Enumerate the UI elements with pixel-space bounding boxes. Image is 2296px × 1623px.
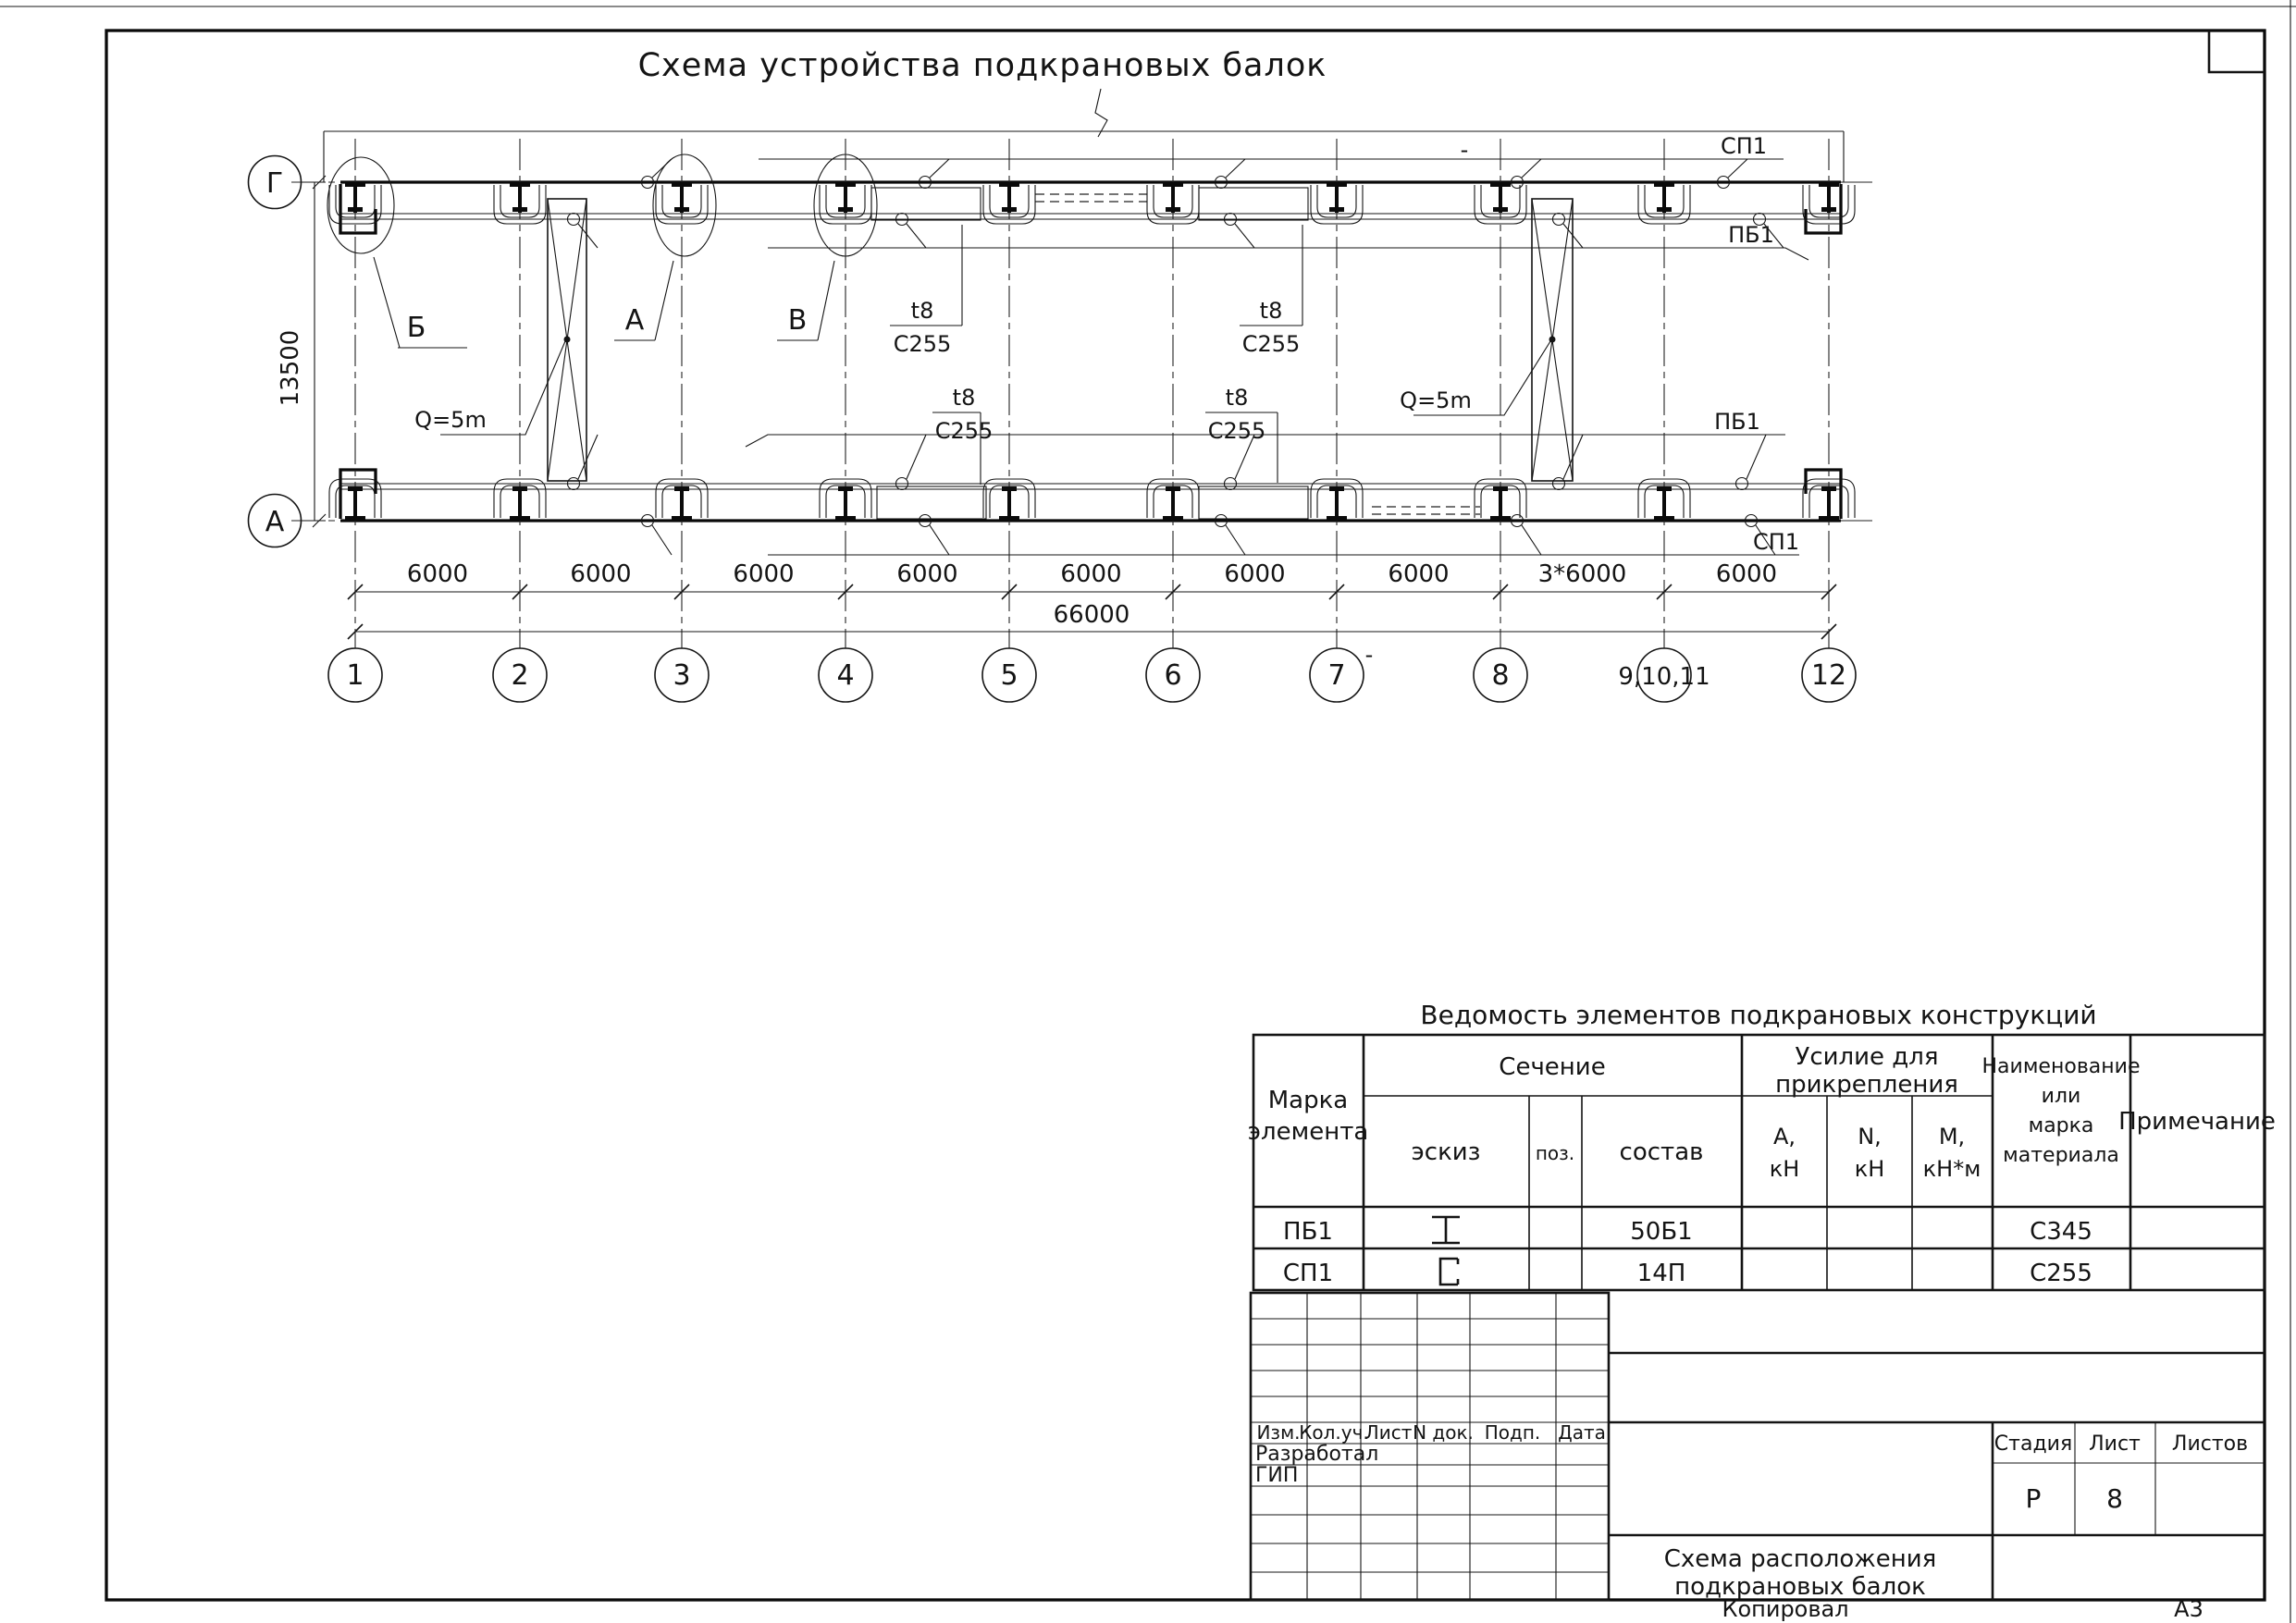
col-note: Примечание xyxy=(2118,1108,2276,1136)
grid-bubble-label: 8 xyxy=(1491,659,1510,692)
channel-sketch-icon xyxy=(1440,1259,1458,1285)
leader-line xyxy=(1226,525,1245,555)
elements-table xyxy=(1248,1000,2276,1290)
grid-bubble-label: 5 xyxy=(1000,659,1018,692)
total-dimension: 66000 xyxy=(1053,601,1130,629)
beam-mark-bottom: ПБ1 xyxy=(1714,409,1760,435)
svg-text:кН: кН xyxy=(1769,1156,1800,1182)
detail-label: Б xyxy=(406,312,426,344)
bay-dimension: 3*6000 xyxy=(1537,560,1627,588)
corner-box xyxy=(2209,31,2265,72)
i-beam-sketch-icon xyxy=(1432,1217,1460,1243)
vertical-bracing xyxy=(548,199,1573,481)
leader-line xyxy=(930,525,949,555)
leader-line xyxy=(1522,525,1541,555)
stamp-col: Изм. xyxy=(1256,1421,1301,1444)
stamp-role: Разработал xyxy=(1255,1443,1379,1466)
copied-label: Копировал xyxy=(1722,1596,1849,1622)
leader-line xyxy=(1728,159,1747,178)
grid-bubble-label: 2 xyxy=(511,659,529,692)
bay-dimension: 6000 xyxy=(570,560,632,588)
height-dimension: 13500 xyxy=(277,329,304,407)
leader-line xyxy=(1235,224,1254,248)
detail-label: А xyxy=(624,304,645,337)
plate-steel: С255 xyxy=(1207,418,1266,444)
leader-line xyxy=(907,435,926,479)
leader-line xyxy=(1226,159,1245,178)
stage-value: Р xyxy=(2025,1483,2042,1514)
beam-mark-top: ПБ1 xyxy=(1728,222,1774,248)
leader-line xyxy=(1747,435,1766,479)
sheets-label: Листов xyxy=(2171,1432,2249,1456)
col-force: Усилие для xyxy=(1795,1043,1939,1071)
end-stop-bottom-left xyxy=(340,470,376,519)
col-force-m: М, xyxy=(1938,1124,1966,1150)
dash-mark: - xyxy=(1460,137,1469,163)
row-composition: 50Б1 xyxy=(1630,1218,1693,1246)
stamp-col: Кол.уч. xyxy=(1299,1421,1369,1444)
svg-text:кН: кН xyxy=(1854,1156,1885,1182)
bay-dimension: 6000 xyxy=(1224,560,1286,588)
sheet-label: Лист xyxy=(2089,1432,2141,1456)
bay-dimension: 6000 xyxy=(1388,560,1450,588)
stamp-col: Дата xyxy=(1558,1421,1606,1444)
col-section: Сечение xyxy=(1499,1053,1606,1081)
walkway-plate-hatch xyxy=(1199,486,1308,519)
col-material: Наименование xyxy=(1981,1055,2141,1078)
leader-line xyxy=(930,159,949,178)
col-mark: Марка xyxy=(1267,1087,1349,1114)
grid-bubble-label: 3 xyxy=(673,659,691,692)
crane-beam-plan xyxy=(249,131,1877,555)
row-material: С255 xyxy=(2030,1260,2092,1287)
col-sketch: эскиз xyxy=(1411,1138,1481,1166)
bay-dimension: 6000 xyxy=(1715,560,1778,588)
rail-mark-top: СП1 xyxy=(1720,133,1768,159)
sheet-value: 8 xyxy=(2106,1483,2123,1514)
crane-capacity: Q=5m xyxy=(414,407,487,433)
elements-table-title: Ведомость элементов подкрановых конструкций xyxy=(1420,1000,2097,1030)
bay-dimension: 6000 xyxy=(1060,560,1122,588)
leader-line xyxy=(907,224,926,248)
beam-leader-bus-top xyxy=(768,248,1808,260)
svg-text:материала: материала xyxy=(2003,1144,2119,1167)
plate-steel: С255 xyxy=(934,418,994,444)
beam-edge-bottom xyxy=(340,484,1841,489)
leader-line xyxy=(652,525,672,555)
doc-title: Схема расположения xyxy=(1663,1545,1937,1573)
title-block xyxy=(1251,1293,2265,1622)
stamp-col: Подп. xyxy=(1484,1421,1541,1444)
building-edge-top xyxy=(324,131,1844,182)
svg-text:марка: марка xyxy=(2028,1114,2094,1137)
leader-line xyxy=(1522,159,1541,178)
plate-steel: С255 xyxy=(893,331,952,357)
row-composition: 14П xyxy=(1636,1260,1686,1287)
plate-callouts xyxy=(890,225,1302,485)
dash-mark: - xyxy=(1364,642,1374,668)
bay-dimension: 6000 xyxy=(896,560,958,588)
grid-bubble-label: 6 xyxy=(1164,659,1182,692)
plate-thickness: t8 xyxy=(910,298,934,324)
plate-thickness: t8 xyxy=(1259,298,1283,324)
walkway-plate-hatch xyxy=(871,188,981,220)
crane-capacity-leaders xyxy=(440,341,1550,435)
col-pos: поз. xyxy=(1535,1142,1575,1164)
svg-text:или: или xyxy=(2041,1085,2081,1108)
row-mark: СП1 xyxy=(1282,1260,1334,1287)
stamp-col: Лист xyxy=(1364,1421,1413,1444)
axis-label-bottom: А xyxy=(265,506,285,538)
stage-label: Стадия xyxy=(1994,1432,2073,1456)
title-break-mark xyxy=(1095,89,1107,137)
walkway-plate-hatch xyxy=(1199,188,1308,220)
plate-thickness: t8 xyxy=(1225,385,1249,411)
row-material: С345 xyxy=(2030,1218,2092,1246)
grid-bubble-label: 1 xyxy=(346,659,364,692)
grid-bubble-label: 12 xyxy=(1810,659,1847,692)
bay-dimension: 6000 xyxy=(406,560,469,588)
bay-dimension: 6000 xyxy=(733,560,795,588)
walkway-plate-hatch xyxy=(877,486,986,519)
hidden-plate-bottom xyxy=(1372,507,1480,514)
axis-label-top: Г xyxy=(265,167,284,200)
stamp-col: N док. xyxy=(1413,1421,1474,1444)
svg-text:подкрановых балок: подкрановых балок xyxy=(1674,1573,1926,1601)
hidden-plate-top xyxy=(1035,194,1147,202)
svg-text:прикрепления: прикрепления xyxy=(1775,1071,1958,1099)
drawing-title: Схема устройства подкрановых балок xyxy=(637,47,1327,84)
svg-text:элемента: элемента xyxy=(1247,1118,1369,1146)
row-mark: ПБ1 xyxy=(1283,1218,1333,1246)
detail-label: В xyxy=(787,304,808,337)
svg-text:кН*м: кН*м xyxy=(1922,1156,1981,1182)
beam-edge-top xyxy=(340,214,1841,219)
leader-line xyxy=(652,159,672,178)
col-composition: состав xyxy=(1619,1138,1704,1166)
grid-bubble-label: 9,10,11 xyxy=(1618,663,1710,691)
grid-bubble-label: 7 xyxy=(1327,659,1346,692)
plate-steel: С255 xyxy=(1241,331,1301,357)
col-force-a: А, xyxy=(1772,1124,1796,1150)
grid-bubble-label: 4 xyxy=(836,659,855,692)
stamp-role: ГИП xyxy=(1255,1464,1299,1487)
plate-thickness: t8 xyxy=(952,385,976,411)
col-force-n: N, xyxy=(1858,1124,1882,1150)
end-stop-bottom-right xyxy=(1806,470,1841,519)
crane-capacity: Q=5m xyxy=(1400,387,1472,413)
format-label: А3 xyxy=(2174,1596,2203,1622)
rail-mark-bottom: СП1 xyxy=(1752,529,1800,555)
